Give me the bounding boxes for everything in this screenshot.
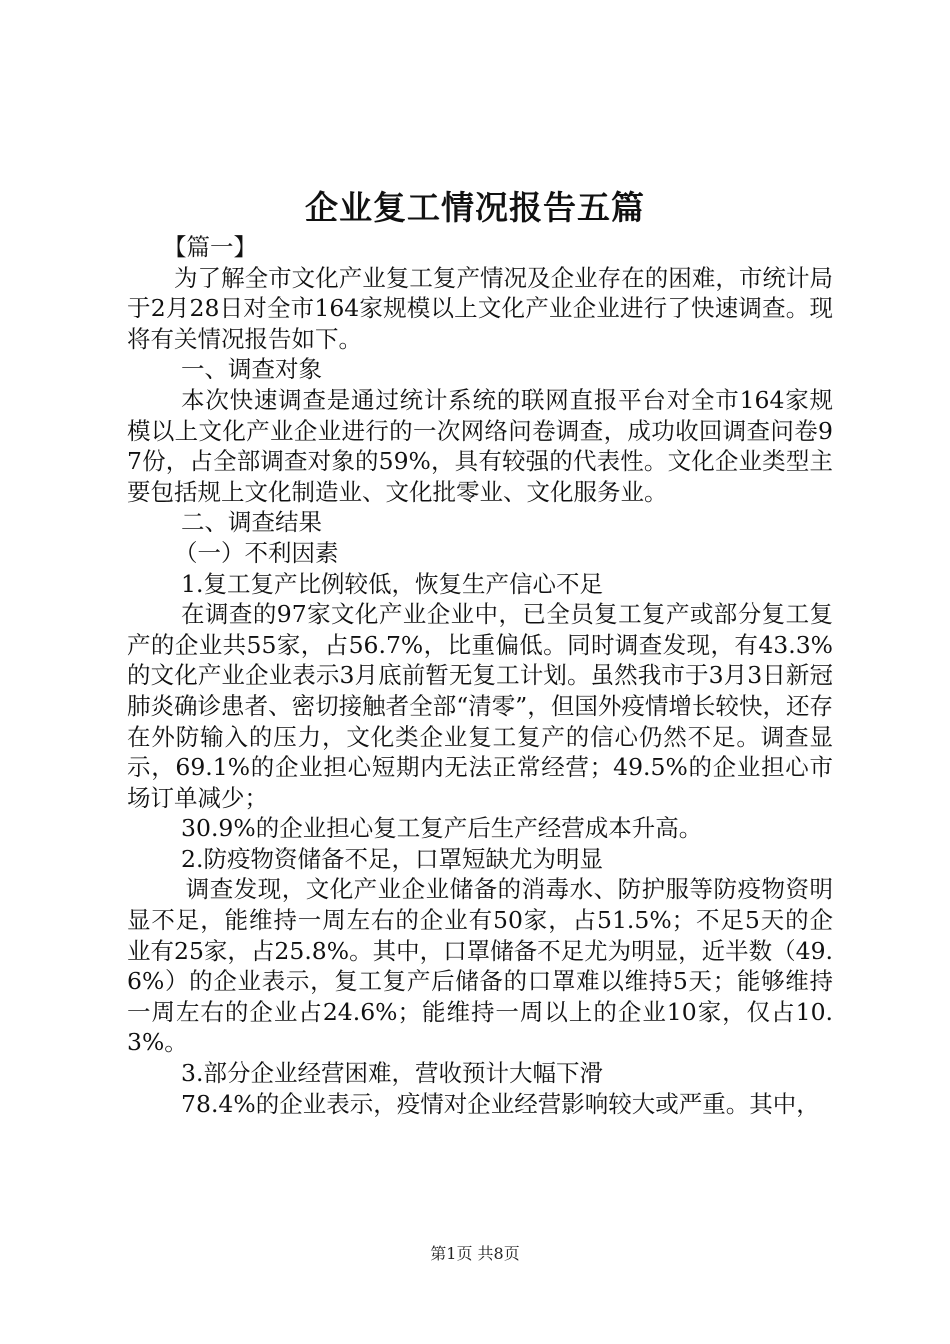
- section-label: 【篇一】: [163, 233, 257, 261]
- paragraph-survey-target: 本次快速调查是通过统计系统的联网直报平台对全市164家规模以上文化产业企业进行的一次网络问卷调查，成功收回调查问卷97份，占全部调查对象的59%，具有较强的代表性。文化企业类型主要包括规上文化制造业、文化批零业、文化服务业。: [127, 385, 833, 506]
- heading-survey-target: 一、调查对象: [181, 355, 323, 384]
- document-body: [127, 232, 833, 1119]
- heading-point-2: 2.防疫物资储备不足，口罩短缺尤为明显: [181, 844, 603, 873]
- paragraph-point-3: 78.4%的企业表示，疫情对企业经营影响较大或严重。其中，: [181, 1089, 820, 1118]
- heading-point-1: 1.复工复产比例较低，恢复生产信心不足: [181, 569, 603, 598]
- paragraph-point-1-cont: 30.9%的企业担心复工复产后生产经营成本升高。: [181, 814, 703, 843]
- heading-survey-result: 二、调查结果: [181, 508, 323, 537]
- paragraph-point-2: 调查发现，文化产业企业储备的消毒水、防护服等防疫物资明显不足，能维持一周左右的企业有50家，占51.5%；不足5天的企业有25家，占25.8%。其中，口罩储备不足尤为明显，近半数（49.6%）的企业表示，复工复产后储备的口罩难以维持5天；能够维持一周左右的企业占24.6%；能维持一周以上的企业10家，仅占10.3%。: [127, 875, 833, 1057]
- paragraph-point-1: 在调查的97家文化产业企业中，已全员复工复产或部分复工复产的企业共55家，占56.7%，比重偏低。同时调查发现，有43.3%的文化产业企业表示3月底前暂无复工计划。虽然我市于3月3日新冠肺炎确诊患者、密切接触者全部“清零”，但国外疫情增长较快，还存在外防输入的压力，文化类企业复工复产的信心仍然不足。调查显示，69.1%的企业担心短期内无法正常经营；49.5%的企业担心市场订单减少；: [127, 600, 833, 812]
- page-number: 第1页 共8页: [430, 1244, 520, 1263]
- heading-unfavorable-factors: （一）不利因素: [174, 538, 339, 567]
- document-title: 企业复工情况报告五篇: [305, 188, 645, 227]
- heading-point-3: 3.部分企业经营困难，营收预计大幅下滑: [181, 1059, 603, 1088]
- paragraph-intro: 为了解全市文化产业复工复产情况及企业存在的困难，市统计局于2月28日对全市164家规模以上文化产业企业进行了快速调查。现将有关情况报告如下。: [127, 263, 833, 353]
